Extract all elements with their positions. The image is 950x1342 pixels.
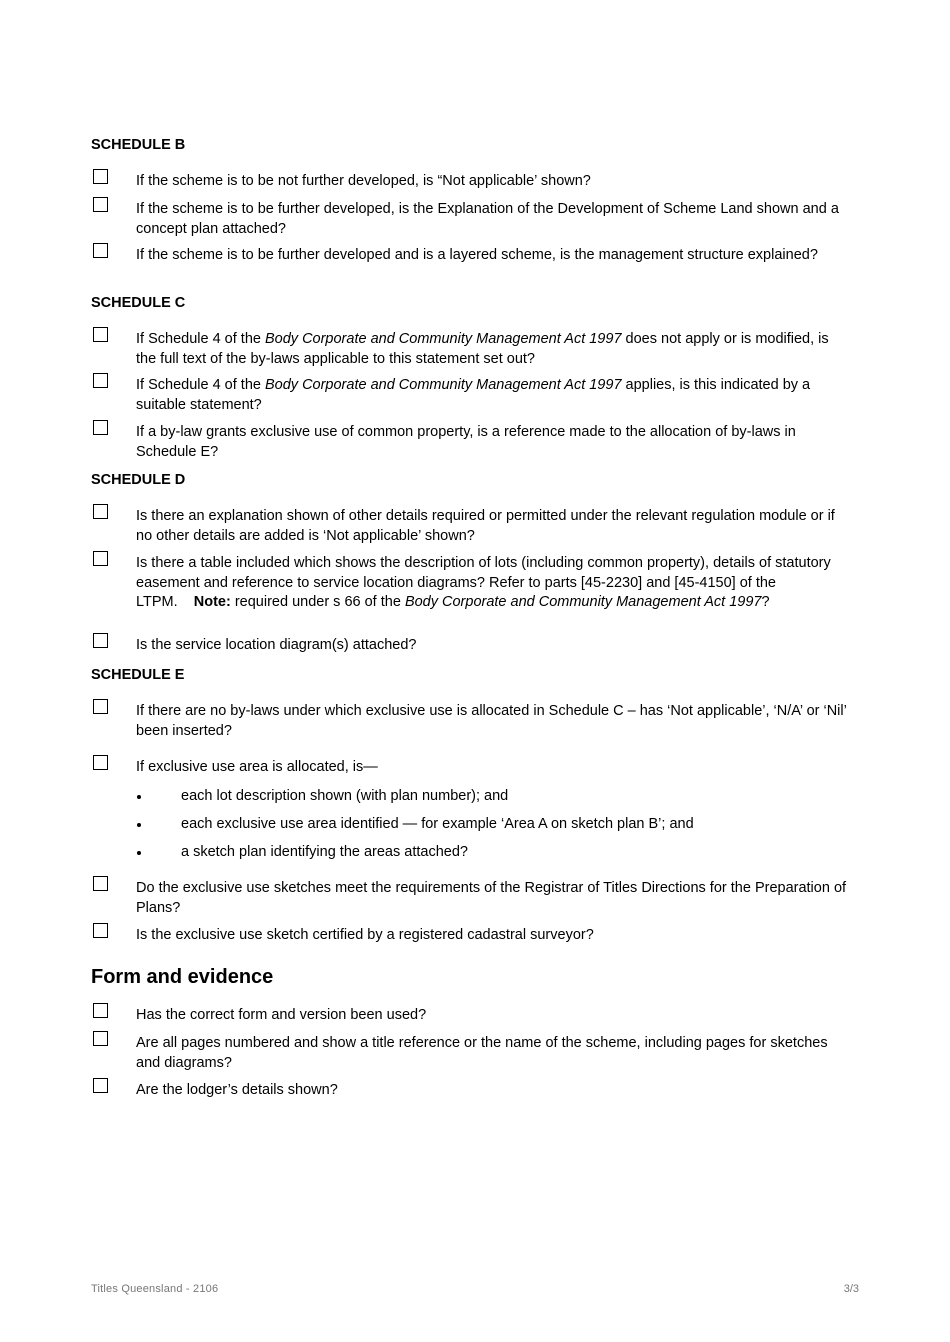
bullet-icon — [137, 851, 141, 855]
bullet-text: a sketch plan identifying the areas attached? — [181, 844, 468, 860]
page-number: 3/3 — [843, 1283, 859, 1295]
item-text: Is there an explanation shown of other details required or permitted under the relevant regulation module or if no other details are added is ‘Not applicable’ shown? — [136, 508, 835, 544]
item-text: If Schedule 4 of the Body Corporate and Community Management Act 1997 applies, is this indicated by a suitable statement? — [136, 377, 811, 413]
checkbox[interactable] — [93, 169, 108, 184]
item-text: Is there a table included which shows the description of lots (including common property), details of statutory easement and reference to service location diagrams? Refer to parts [45-2230] and [45-4150] of the LTPM. Note: required under s 66 of the Body Corporate and Community Management Act 1997? — [136, 555, 831, 610]
item-text: If the scheme is to be not further developed, is “Not applicable’ shown? — [136, 173, 591, 189]
item-text: If there are no by-laws under which exclusive use is allocated in Schedule C – has ‘Not applicable’, ‘N/A’ or ‘Nil’ been inserted? — [136, 703, 847, 739]
checkbox[interactable] — [93, 327, 108, 342]
act-title: Body Corporate and Community Management Act 1997 — [264, 331, 622, 347]
checkbox[interactable] — [93, 551, 108, 566]
bullet-icon — [137, 795, 141, 799]
checkbox[interactable] — [93, 923, 108, 938]
checkbox[interactable] — [93, 876, 108, 891]
item-text: Do the exclusive use sketches meet the requirements of the Registrar of Titles Directions for the Preparation of Plans? — [136, 880, 847, 916]
item-text: If exclusive use area is allocated, is— — [136, 759, 378, 775]
form-evidence-heading: Form and evidence — [91, 966, 274, 988]
item-text: Are all pages numbered and show a title reference or the name of the scheme, including pages for sketches and diagrams? — [136, 1035, 828, 1071]
footer-title: Titles Queensland - 2106 — [91, 1283, 219, 1295]
act-title: Body Corporate and Community Management Act 1997 — [264, 377, 622, 393]
checkbox[interactable] — [93, 197, 108, 212]
checkbox[interactable] — [93, 243, 108, 258]
checkbox[interactable] — [93, 633, 108, 648]
checkbox[interactable] — [93, 373, 108, 388]
bullet-text: each lot description shown (with plan number); and — [181, 788, 509, 804]
checkbox[interactable] — [93, 755, 108, 770]
act-title: Body Corporate and Community Management Act 1997 — [404, 594, 762, 610]
item-text: If a by-law grants exclusive use of common property, is a reference made to the allocation of by-laws in Schedule E? — [136, 424, 796, 460]
item-text: Is the exclusive use sketch certified by a registered cadastral surveyor? — [136, 927, 594, 943]
checkbox[interactable] — [93, 699, 108, 714]
checkbox[interactable] — [93, 1003, 108, 1018]
item-text: If the scheme is to be further developed, is the Explanation of the Development of Scheme Land shown and a concept plan attached? — [136, 201, 839, 237]
checkbox[interactable] — [93, 1078, 108, 1093]
item-text: If Schedule 4 of the Body Corporate and Community Management Act 1997 does not apply or is modified, is the full text of the by-laws applicable to this statement set out? — [136, 331, 829, 367]
schedule-c-heading: SCHEDULE C — [91, 295, 186, 311]
item-text: Is the service location diagram(s) attached? — [136, 637, 417, 653]
schedule-e-heading: SCHEDULE E — [91, 667, 185, 683]
bullet-text: each exclusive use area identified — for example ‘Area A on sketch plan B’; and — [181, 816, 694, 832]
checkbox[interactable] — [93, 504, 108, 519]
bullet-icon — [137, 823, 141, 827]
schedule-d-heading: SCHEDULE D — [91, 472, 186, 488]
item-text: Has the correct form and version been used? — [136, 1007, 427, 1023]
item-text: If the scheme is to be further developed and is a layered scheme, is the management structure explained? — [136, 247, 818, 263]
note-label: Note: — [193, 594, 231, 610]
checkbox[interactable] — [93, 420, 108, 435]
checkbox[interactable] — [93, 1031, 108, 1046]
item-text: Are the lodger’s details shown? — [136, 1082, 338, 1098]
schedule-b-heading: SCHEDULE B — [91, 137, 186, 153]
